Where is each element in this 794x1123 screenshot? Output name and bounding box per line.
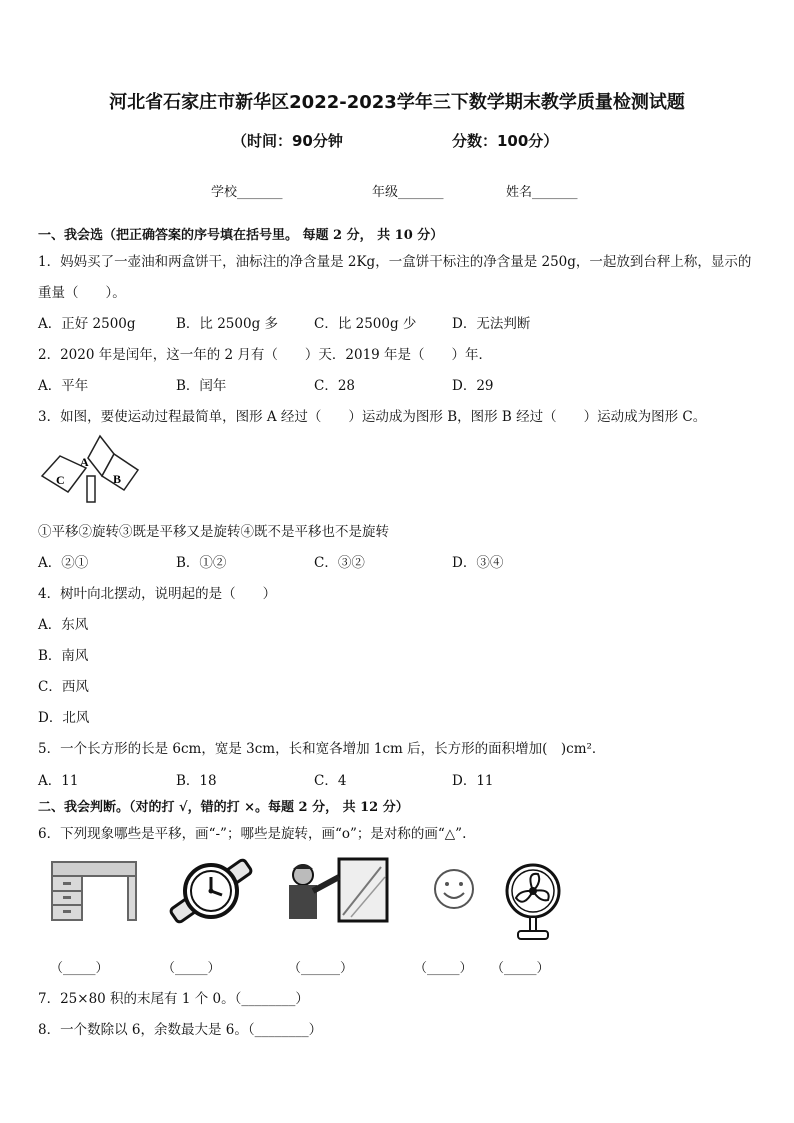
question-2: 2．2020 年是闰年，这一年的 2 月有（ ）天．2019 年是（ ）年．: [38, 347, 493, 363]
q6-blank-2[interactable]: （_____）: [162, 961, 221, 976]
section-1-heading: 一、我会选（把正确答案的序号填在括号里。 每题 2 分， 共 10 分）: [38, 228, 444, 243]
q1-option-a: A．正好 2500g: [38, 316, 136, 332]
electric-fan-icon: [502, 862, 564, 942]
exam-time: （时间：90分钟: [232, 132, 343, 150]
rotation-figure: [40, 434, 140, 506]
q2-option-b: B．闰年: [176, 378, 227, 394]
question-1-line1: 1．妈妈买了一壶油和两盒饼干，油标注的净含量是 2Kg，一盒饼干标注的净含量是 250g，一起放到台秤上称，显示的: [38, 254, 752, 270]
q6-blank-4[interactable]: （_____）: [414, 961, 473, 976]
q1-option-c: C．比 2500g 少: [314, 316, 417, 332]
question-6: 6．下列现象哪些是平移，画“-”；哪些是旋转，画“o”；是对称的画“△”.: [38, 826, 467, 842]
question-8: 8．一个数除以 6，余数最大是 6。（________）: [38, 1022, 323, 1038]
q5-option-a: A．11: [38, 773, 79, 789]
label-c: C: [56, 473, 65, 487]
q2-option-c: C．28: [314, 378, 356, 394]
watch-icon: [164, 853, 258, 929]
school-field[interactable]: 学校_______: [211, 185, 283, 200]
question-5: 5．一个长方形的长是 6cm，宽是 3cm，长和宽各增加 1cm 后，长方形的面积增加( )cm²．: [38, 741, 606, 757]
q3-option-a: A．②①: [38, 555, 89, 571]
q1-option-b: B．比 2500g 多: [176, 316, 279, 332]
desk-icon: [50, 858, 138, 924]
page-title: 河北省石家庄市新华区2022-2023学年三下数学期末教学质量检测试题: [109, 92, 685, 113]
q4-option-d: D．北风: [38, 710, 90, 726]
q2-option-a: A．平年: [38, 378, 89, 394]
q4-option-c: C．西风: [38, 679, 89, 695]
section-2-heading: 二、我会判断。（对的打 √，错的打 ×。每题 2 分， 共 12 分）: [38, 800, 409, 815]
q3-option-d: D．③④: [452, 555, 504, 571]
q3-option-c: C．③②: [314, 555, 365, 571]
q3-choice-list: ①平移②旋转③既是平移又是旋转④既不是平移也不是旋转: [38, 524, 389, 540]
name-field[interactable]: 姓名_______: [506, 185, 578, 200]
question-4: 4．树叶向北摆动，说明起的是（ ）: [38, 586, 277, 602]
q5-option-d: D．11: [452, 773, 494, 789]
label-a: A: [80, 455, 89, 469]
q3-option-b: B．①②: [176, 555, 227, 571]
q4-option-a: A．东风: [38, 617, 89, 633]
q6-blank-1[interactable]: （_____）: [50, 961, 109, 976]
q5-option-b: B．18: [176, 773, 217, 789]
q4-option-b: B．南风: [38, 648, 89, 664]
q5-option-c: C．4: [314, 773, 347, 789]
pivot-stick: [87, 476, 95, 502]
q2-option-d: D．29: [452, 378, 494, 394]
question-3: 3．如图，要使运动过程最简单，图形 A 经过（ ）运动成为图形 B，图形 B 经过（ ）运动成为图形 C。: [38, 409, 707, 425]
smiley-face-icon: [432, 867, 476, 911]
exam-score: 分数：100分）: [452, 132, 559, 150]
question-1-line2: 重量（ ）。: [38, 285, 126, 301]
q6-blank-3[interactable]: （______）: [288, 961, 354, 976]
q1-option-d: D．无法判断: [452, 316, 531, 332]
question-7: 7．25×80 积的末尾有 1 个 0。（________）: [38, 991, 309, 1007]
q6-blank-5[interactable]: （_____）: [491, 961, 550, 976]
person-pushing-window-icon: [281, 857, 389, 923]
label-b: B: [113, 472, 122, 486]
grade-field[interactable]: 年级_______: [372, 185, 444, 200]
